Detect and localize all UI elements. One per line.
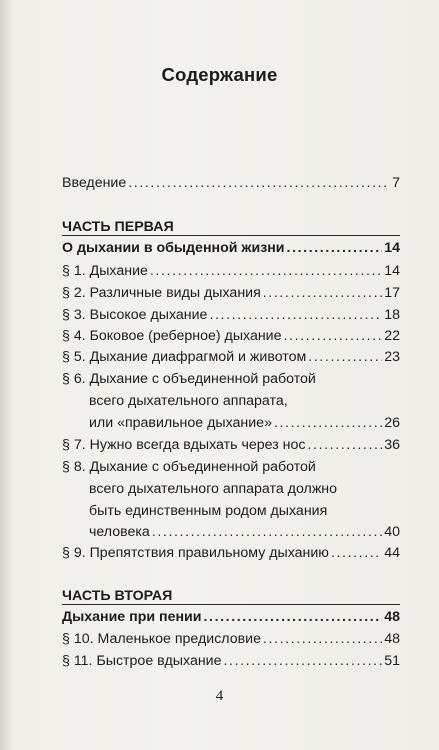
toc-entry-label: § 3. Высокое дыхание	[62, 307, 208, 323]
leader-dots	[150, 261, 382, 281]
toc-entry-page: 36	[384, 437, 400, 453]
leader-dots	[287, 238, 383, 258]
toc-entry	[62, 261, 400, 281]
toc-entry-line: всего дыхательного аппарата должно	[89, 481, 338, 497]
toc-entry-page: 14	[384, 240, 400, 256]
toc-entry-line: § 6. Дыхание с объединенной работой	[62, 371, 316, 387]
toc-section-heading	[62, 607, 400, 627]
toc-entry-label: § 11. Быстрое вдыхание	[62, 653, 222, 669]
toc-entry-page: 18	[384, 307, 400, 323]
toc-entry	[89, 413, 400, 433]
toc-entry-page: 51	[384, 653, 400, 669]
toc-entry-label: § 4. Боковое (реберное) дыхание	[62, 328, 282, 344]
leader-dots	[223, 651, 382, 671]
toc-entry-page: 26	[384, 415, 400, 431]
page-title: Содержание	[161, 64, 278, 85]
toc-entry-page: 22	[384, 328, 400, 344]
part-heading: ЧАСТЬ ВТОРАЯ	[62, 588, 173, 604]
toc-entry-page: 7	[392, 175, 400, 191]
toc-entry-intro	[62, 173, 400, 193]
toc-entry	[62, 435, 400, 455]
toc-entry-label: или «правильное дыхание»	[89, 415, 272, 431]
toc-entry-label: О дыхании в обыденной жизни	[62, 240, 285, 256]
toc-section-heading	[62, 238, 400, 258]
toc-entry-page: 48	[384, 609, 400, 625]
leader-dots	[274, 413, 382, 433]
toc-entry-line: быть единственным родом дыхания	[89, 503, 328, 519]
page-number: 4	[215, 688, 224, 704]
leader-dots	[308, 347, 382, 367]
divider	[62, 604, 400, 605]
toc-entry	[62, 305, 400, 325]
toc-entry-page: 44	[384, 545, 400, 561]
toc-entry-label: § 9. Препятствия правильному дыханию	[62, 545, 329, 561]
leader-dots	[263, 629, 382, 649]
toc-entry-line: всего дыхательного аппарата,	[89, 393, 288, 409]
toc-entry	[89, 522, 400, 542]
toc-entry-page: 17	[384, 285, 400, 301]
toc-entry-label: § 5. Дыхание диафрагмой и животом	[62, 349, 307, 365]
divider	[62, 235, 400, 236]
toc-entry-label: § 10. Маленькое предисловие	[62, 631, 261, 647]
toc-entry-label: § 2. Различные виды дыхания	[62, 285, 261, 301]
toc-entry	[62, 629, 400, 649]
toc-entry-label: Дыхание при пении	[62, 609, 202, 625]
toc-entry-label: § 1. Дыхание	[62, 263, 148, 279]
leader-dots	[152, 522, 382, 542]
leader-dots	[331, 543, 382, 563]
leader-dots	[204, 607, 383, 627]
toc-entry-label: человека	[89, 524, 150, 540]
toc-entry	[62, 543, 400, 563]
toc-entry-page: 40	[384, 524, 400, 540]
leader-dots	[209, 305, 382, 325]
toc-entry	[62, 326, 400, 346]
toc-entry-page: 14	[384, 263, 400, 279]
toc-entry	[62, 347, 400, 367]
toc-entry-label: Введение	[62, 175, 127, 191]
leader-dots	[284, 326, 383, 346]
toc-entry-line: § 8. Дыхание с объединенной работой	[62, 459, 316, 475]
toc-entry-label: § 7. Нужно всегда вдыхать через нос	[62, 437, 306, 453]
leader-dots	[308, 435, 383, 455]
toc-entry-page: 23	[384, 349, 400, 365]
toc-entry	[62, 283, 400, 303]
part-heading: ЧАСТЬ ПЕРВАЯ	[62, 219, 174, 235]
toc-entry-page: 48	[384, 631, 400, 647]
leader-dots	[263, 283, 382, 303]
toc-entry	[62, 651, 400, 671]
leader-dots	[128, 173, 390, 193]
spine-shadow	[0, 0, 14, 750]
